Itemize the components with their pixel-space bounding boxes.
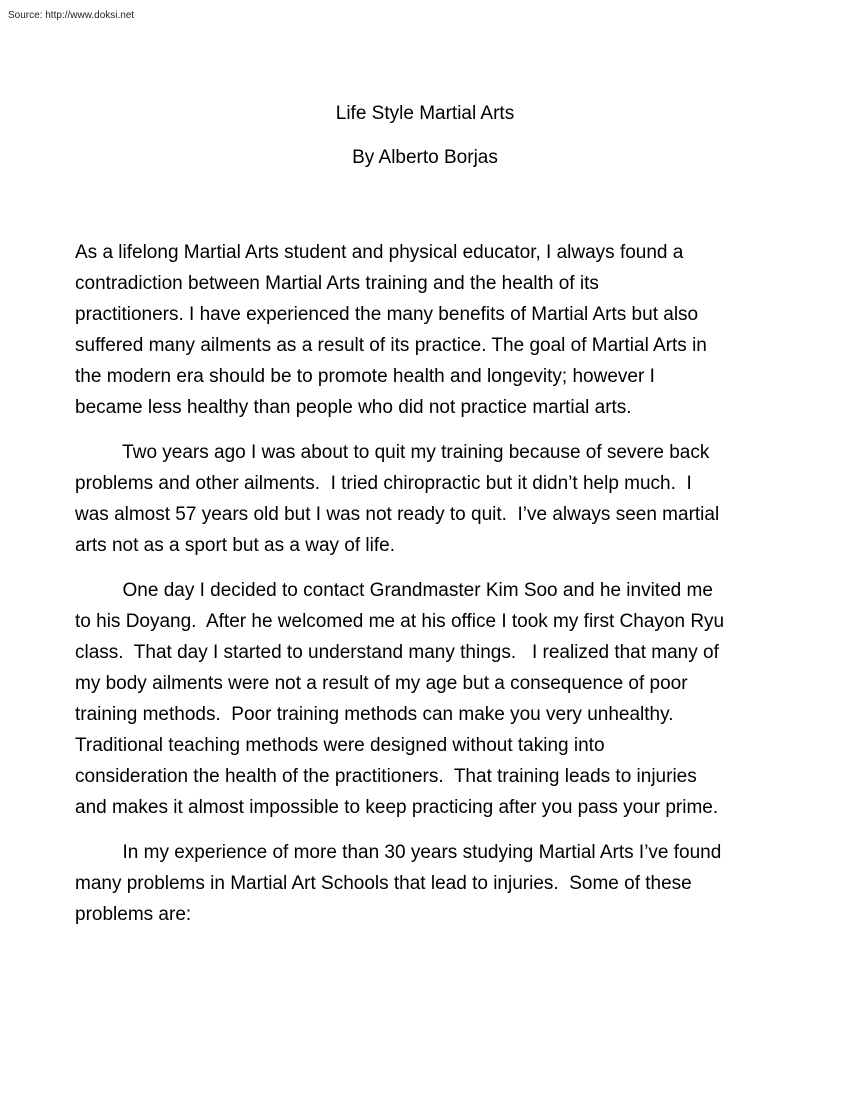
paragraph [75,575,780,823]
text-line: In my experience of more than 30 years studying Martial Arts I’ve found [75,842,722,863]
source-note: Source: http://www.doksi.net [8,10,135,21]
text-line: class. That day I started to understand many things. I realized that many of [75,642,719,663]
document-title: Life Style Martial Arts [335,103,515,124]
paragraph [75,437,780,561]
text-line: practitioners. I have experienced the many benefits of Martial Arts but also [75,304,699,325]
text-line: consideration the health of the practitioners. That training leads to injuries [75,766,697,787]
text-line: training methods. Poor training methods can make you very unhealthy. [75,704,674,725]
document-author: By Alberto Borjas [352,147,498,168]
paragraph [75,237,780,423]
text-line: As a lifelong Martial Arts student and physical educator, I always found a [75,242,684,263]
text-line: many problems in Martial Art Schools that lead to injuries. Some of these [75,873,692,894]
text-line: the modern era should be to promote health and longevity; however I [75,366,655,387]
text-line: my body ailments were not a result of my age but a consequence of poor [75,673,688,694]
text-line: problems are: [75,904,192,925]
text-line: suffered many ailments as a result of its practice. The goal of Martial Arts in [75,335,707,356]
text-line: problems and other ailments. I tried chiropractic but it didn’t help much. I [75,473,692,494]
text-line: to his Doyang. After he welcomed me at his office I took my first Chayon Ryu [75,611,725,632]
text-line: Two years ago I was about to quit my training because of severe back [75,442,710,463]
text-line: was almost 57 years old but I was not ready to quit. I’ve always seen martial [75,504,720,525]
text-line: arts not as a sport but as a way of life. [75,535,395,556]
text-line: and makes it almost impossible to keep practicing after you pass your prime. [75,797,719,818]
text-line: became less healthy than people who did not practice martial arts. [75,397,632,418]
document-body [75,237,780,944]
text-line: Traditional teaching methods were designed without taking into [75,735,605,756]
paragraph [75,837,780,930]
text-line: One day I decided to contact Grandmaster Kim Soo and he invited me [75,580,713,601]
text-line: contradiction between Martial Arts training and the health of its [75,273,599,294]
